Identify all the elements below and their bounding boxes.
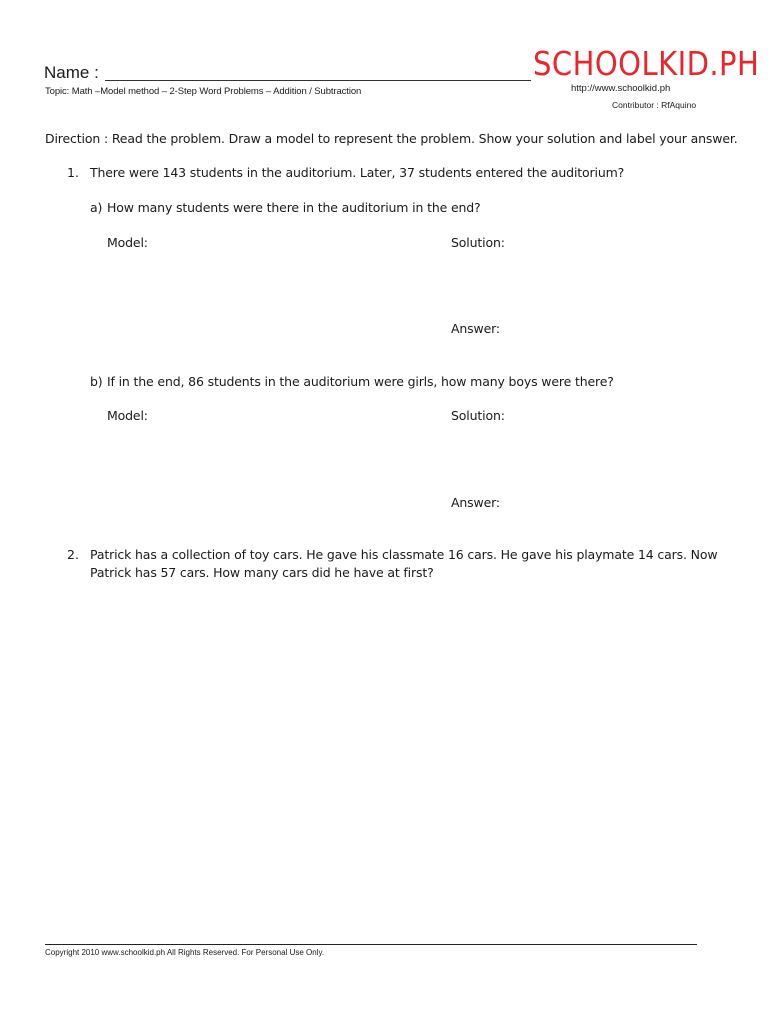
question-2-text-line-2: Patrick has 57 cars. How many cars did he have at first? bbox=[90, 565, 434, 580]
footer-divider bbox=[45, 944, 697, 945]
question-1b-solution-label: Solution: bbox=[451, 408, 505, 423]
question-2-number: 2. bbox=[67, 547, 79, 562]
question-1-number: 1. bbox=[67, 165, 79, 180]
question-1b-model-label: Model: bbox=[107, 408, 148, 423]
question-1b-answer-label: Answer: bbox=[451, 495, 500, 510]
question-1a-answer-label: Answer: bbox=[451, 321, 500, 336]
footer-copyright: Copyright 2010 www.schoolkid.ph All Rights Reserved. For Personal Use Only. bbox=[45, 948, 325, 957]
name-label: Name : bbox=[44, 63, 99, 82]
question-1a-letter: a) bbox=[90, 200, 103, 215]
contributor: Contributor : RfAquino bbox=[612, 100, 697, 110]
question-1-text: There were 143 students in the auditorium. Later, 37 students entered the auditorium? bbox=[90, 165, 625, 180]
name-blank-line bbox=[105, 80, 531, 81]
site-url: http://www.schoolkid.ph bbox=[571, 83, 671, 94]
question-1a-model-label: Model: bbox=[107, 235, 148, 250]
question-2-text-line-1: Patrick has a collection of toy cars. He gave his classmate 16 cars. He gave his playmate 14 cars. Now bbox=[90, 547, 718, 562]
topic-line: Topic: Math –Model method – 2-Step Word Problems – Addition / Subtraction bbox=[45, 86, 362, 97]
question-1b-letter: b) bbox=[90, 374, 103, 389]
question-1a-text: How many students were there in the auditorium in the end? bbox=[107, 200, 481, 215]
question-1b-text: If in the end, 86 students in the auditorium were girls, how many boys were there? bbox=[107, 374, 614, 389]
direction: Direction : Read the problem. Draw a model to represent the problem. Show your solution and label your answer. bbox=[45, 131, 738, 146]
site-logo: SCHOOLKID.PH bbox=[533, 44, 760, 83]
question-1a-solution-label: Solution: bbox=[451, 235, 505, 250]
